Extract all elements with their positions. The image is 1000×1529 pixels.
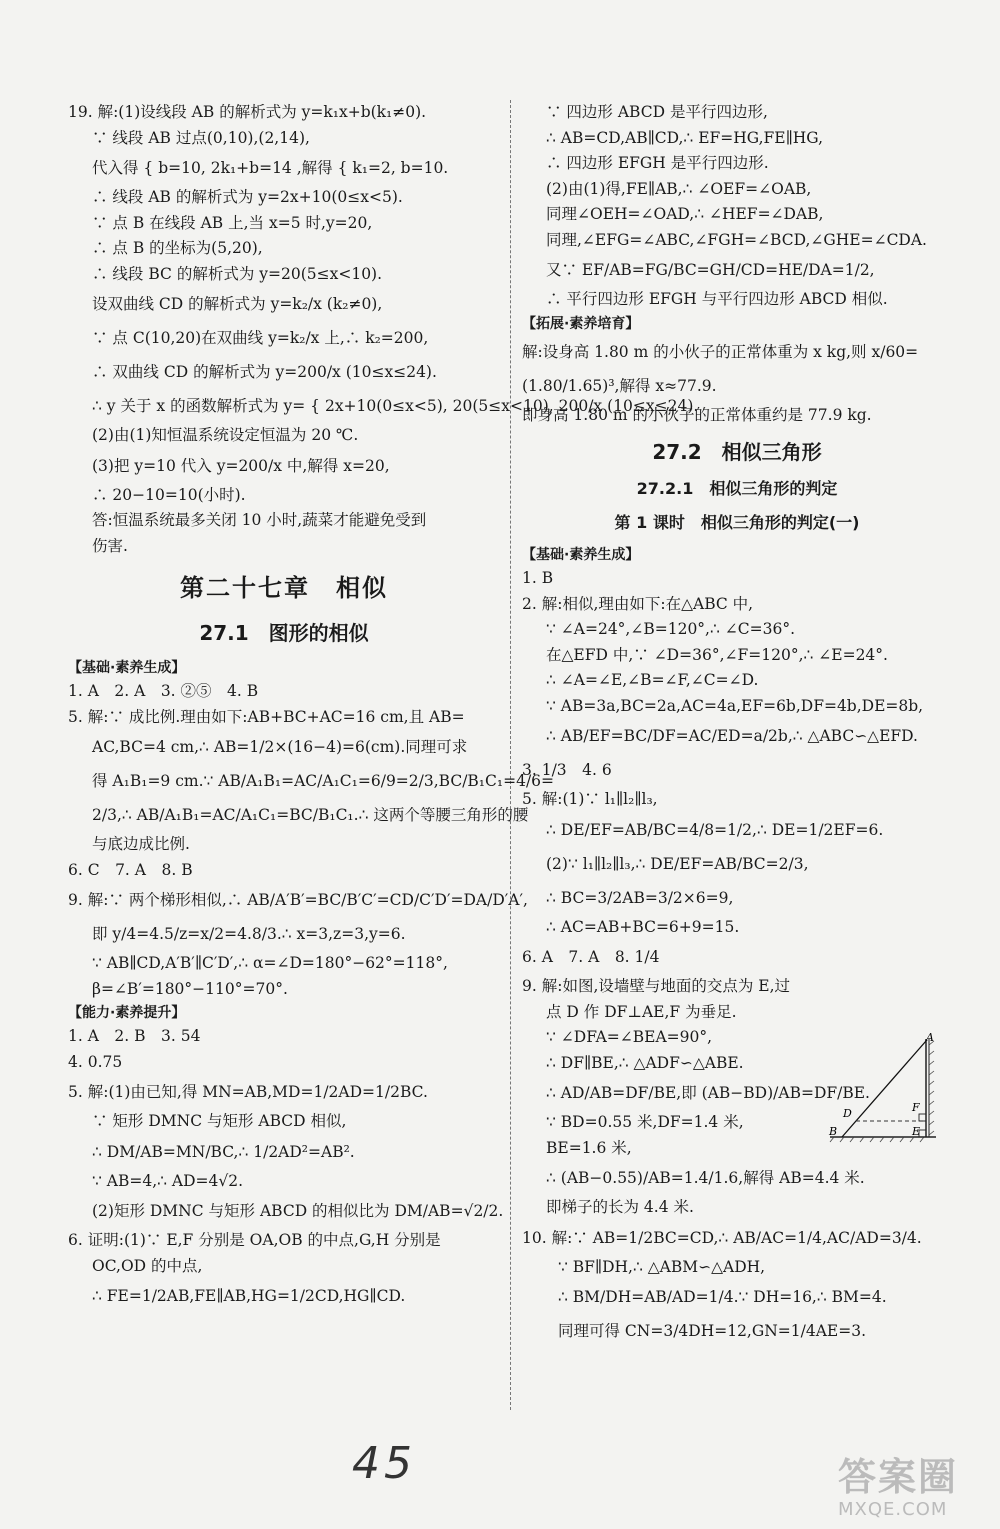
text-line: (2)由(1)得,FE∥AB,∴ ∠OEF=∠OAB,	[546, 179, 812, 198]
text-line: ∵ 点 C(10,20)在双曲线 y=k₂/x 上,∴ k₂=200,	[92, 329, 429, 347]
text-line: 即身高 1.80 m 的小伙子的正常体重约是 77.9 kg.	[522, 405, 872, 424]
section-27-1-ability-answers	[68, 1024, 504, 1313]
text-line: ∴ 点 B 的坐标为(5,20),	[92, 239, 263, 257]
figure-label-a: A	[926, 1031, 934, 1044]
text-line: ∴ AD/AB=DF/BE,即 (AB−BD)/AB=DF/BE.	[546, 1084, 870, 1102]
text-line: ∴ (AB−0.55)/AB=1.4/1.6,解得 AB=4.4 米.	[546, 1169, 865, 1187]
text-line: 即梯子的长为 4.4 米.	[546, 1198, 694, 1216]
text-line: 伤害.	[92, 536, 128, 555]
subsection-27-2-1-title: 27.2.1 相似三角形的判定	[636, 479, 838, 498]
text-line: 又∵ EF/AB=FG/BC=GH/CD=HE/DA=1/2,	[546, 261, 875, 279]
text-line: ∴ 平行四边形 EFGH 与平行四边形 ABCD 相似.	[546, 290, 888, 308]
text-line: 3. 1/3 4. 6	[522, 761, 612, 779]
text-line: ∵ 矩形 DMNC 与矩形 ABCD 相似,	[92, 1112, 347, 1130]
text-line: ∴ 四边形 EFGH 是平行四边形.	[546, 154, 769, 172]
figure-label-f: F	[912, 1101, 920, 1114]
basic-tag-2: 【基础·素养生成】	[522, 547, 640, 563]
text-line: (2)由(1)知恒温系统设定恒温为 20 ℃.	[92, 426, 359, 444]
text-line: 同理,∠EFG=∠ABC,∠FGH=∠BCD,∠GHE=∠CDA.	[546, 230, 927, 249]
column-divider	[510, 100, 511, 1410]
text-line: 答:恒温系统最多关闭 10 小时,蔬菜才能避免受到	[92, 511, 427, 529]
text-line: 同理∠OEH=∠OAD,∴ ∠HEF=∠DAB,	[546, 205, 824, 223]
basic-tag: 【基础·素养生成】	[68, 660, 186, 676]
text-line: ∵ AB∥CD,A′B′∥C′D′,∴ α=∠D=180°−62°=118°,	[92, 954, 448, 972]
text-line: 即 y/4=4.5/z=x/2=4.8/3.∴ x=3,z=3,y=6.	[92, 925, 406, 943]
section-27-1-title: 27.1 图形的相似	[199, 621, 369, 645]
watermark-url: MXQE.COM	[838, 1499, 948, 1520]
text-line: 与底边成比例.	[92, 835, 190, 853]
figure-label-e: E	[912, 1125, 921, 1138]
text-line: 2/3,∴ AB/A₁B₁=AC/A₁C₁=BC/B₁C₁.∴ 这两个等腰三角形的腰	[92, 806, 529, 824]
text-line: 9. 解:∵ 两个梯形相似,∴ AB/A′B′=BC/B′C′=CD/C′D′=DA/D′A′,	[68, 891, 528, 909]
text-line: ∴ 线段 AB 的解析式为 y=2x+10(0≤x<5).	[92, 188, 403, 206]
text-line: ∴ AC=AB+BC=6+9=15.	[546, 917, 740, 936]
text-line: ∴ y 关于 x 的函数解析式为 y= { 2x+10(0≤x<5), 20(5≤x<10), 200/x (10≤x≤24).	[92, 397, 699, 415]
text-line: 1. B	[522, 569, 554, 587]
text-line: ∴ 双曲线 CD 的解析式为 y=200/x (10≤x≤24).	[92, 363, 437, 381]
figure-label-b: B	[829, 1125, 838, 1138]
text-line: 1. A 2. B 3. 54	[68, 1027, 201, 1045]
text-line: 5. 解:∵ 成比例.理由如下:AB+BC+AC=16 cm,且 AB=	[68, 707, 465, 726]
text-line: 解:设身高 1.80 m 的小伙子的正常体重为 x kg,则 x/60=	[522, 342, 919, 361]
text-line: β=∠B′=180°−110°=70°.	[92, 979, 288, 998]
text-line: (2)矩形 DMNC 与矩形 ABCD 的相似比为 DM/AB=√2/2.	[92, 1202, 504, 1220]
text-line: 6. A 7. A 8. 1/4	[522, 948, 660, 966]
text-line: (1.80/1.65)³,解得 x≈77.9.	[522, 376, 717, 395]
text-line: ∵ AB=4,∴ AD=4√2.	[92, 1171, 244, 1190]
text-line: ∴ FE=1/2AB,FE∥AB,HG=1/2CD,HG∥CD.	[92, 1287, 406, 1305]
text-line: ∵ BF∥DH,∴ △ABM∽△ADH,	[558, 1257, 766, 1276]
figure-label-d: D	[843, 1107, 852, 1120]
text-line: ∴ DM/AB=MN/BC,∴ 1/2AD²=AB².	[92, 1142, 355, 1161]
section-27-2-answers	[522, 566, 952, 1348]
text-line: ∵ 四边形 ABCD 是平行四边形,	[546, 103, 768, 121]
text-line: 9. 解:如图,设墙壁与地面的交点为 E,过	[522, 977, 791, 995]
text-line: 设双曲线 CD 的解析式为 y=k₂/x (k₂≠0),	[92, 295, 383, 313]
text-line: BE=1.6 米,	[546, 1138, 632, 1157]
text-line: 2. 解:相似,理由如下:在△ABC 中,	[522, 594, 754, 613]
text-line: OC,OD 的中点,	[92, 1256, 203, 1275]
section-27-1-basic-answers	[68, 679, 555, 1002]
text-line: ∴ BM/DH=AB/AD=1/4.∵ DH=16,∴ BM=4.	[558, 1288, 887, 1306]
section-27-2-title: 27.2 相似三角形	[652, 440, 822, 464]
watermark-logo-text: 答案圈	[838, 1455, 959, 1499]
watermark	[838, 1455, 988, 1525]
chapter-title: 第二十七章 相似	[180, 574, 388, 602]
text-line: ∴ BC=3/2AB=3/2×6=9,	[546, 888, 734, 907]
text-line: ∴ 20−10=10(小时).	[92, 485, 246, 504]
text-line: ∵ 点 B 在线段 AB 上,当 x=5 时,y=20,	[92, 213, 373, 232]
text-line: 6. C 7. A 8. B	[68, 860, 193, 879]
text-line: (2)∵ l₁∥l₂∥l₃,∴ DE/EF=AB/BC=2/3,	[546, 854, 809, 873]
text-line: 得 A₁B₁=9 cm.∵ AB/A₁B₁=AC/A₁C₁=6/9=2/3,BC/B₁C₁=4/6=	[92, 772, 555, 790]
text-line: ∴ AB/EF=BC/DF=AC/ED=a/2b,∴ △ABC∽△EFD.	[546, 727, 918, 745]
text-line: ∴ DF∥BE,∴ △ADF∽△ABE.	[546, 1053, 744, 1072]
text-line: ∴ 线段 BC 的解析式为 y=20(5≤x<10).	[92, 264, 383, 283]
text-line: 10. 解:∵ AB=1/2BC=CD,∴ AB/AC=1/4,AC/AD=3/4.	[522, 1228, 922, 1247]
text-line: 在△EFD 中,∵ ∠D=36°,∠F=120°,∴ ∠E=24°.	[546, 645, 888, 664]
ability-tag: 【能力·素养提升】	[68, 1005, 186, 1021]
text-line: 5. 解:(1)由已知,得 MN=AB,MD=1/2AD=1/2BC.	[68, 1083, 428, 1101]
text-line: 点 D 作 DF⊥AE,F 为垂足.	[546, 1002, 737, 1021]
right-column	[522, 100, 952, 1348]
extension-tag: 【拓展·素养培育】	[522, 315, 640, 332]
text-line: ∴ ∠A=∠E,∠B=∠F,∠C=∠D.	[546, 671, 759, 689]
text-line: 代入得 { b=10, 2k₁+b=14 ,解得 { k₁=2, b=10.	[92, 159, 449, 177]
text-line: ∵ ∠DFA=∠BEA=90°,	[546, 1028, 713, 1046]
text-line: 4. 0.75	[68, 1052, 123, 1071]
text-line: 同理可得 CN=3/4DH=12,GN=1/4AE=3.	[558, 1322, 867, 1340]
page-number: 45	[352, 1438, 416, 1489]
text-line: 19. 解:(1)设线段 AB 的解析式为 y=k₁x+b(k₁≠0).	[68, 103, 427, 121]
text-line: ∵ 线段 AB 过点(0,10),(2,14),	[92, 128, 310, 147]
extension-answer	[522, 335, 952, 429]
lesson-title: 第 1 课时 相似三角形的判定(一)	[614, 513, 860, 532]
text-line: 5. 解:(1)∵ l₁∥l₂∥l₃,	[522, 790, 658, 808]
text-line: AC,BC=4 cm,∴ AB=1/2×(16−4)=6(cm).同理可求	[92, 738, 468, 756]
text-line: ∵ BD=0.55 米,DF=1.4 米,	[546, 1113, 744, 1131]
problem-6-continued	[522, 100, 952, 313]
text-line: ∵ ∠A=24°,∠B=120°,∴ ∠C=36°.	[546, 620, 796, 638]
text-line: ∵ AB=3a,BC=2a,AC=4a,EF=6b,DF=4b,DE=8b,	[546, 696, 924, 715]
text-line: (3)把 y=10 代入 y=200/x 中,解得 x=20,	[92, 456, 390, 475]
text-line: 6. 证明:(1)∵ E,F 分别是 OA,OB 的中点,G,H 分别是	[68, 1231, 441, 1249]
ladder-figure	[826, 1033, 946, 1148]
text-line: ∴ DE/EF=AB/BC=4/8=1/2,∴ DE=1/2EF=6.	[546, 820, 884, 839]
text-line: 1. A 2. A 3. ②⑤ 4. B	[68, 682, 259, 700]
text-line: ∴ AB=CD,AB∥CD,∴ EF=HG,FE∥HG,	[546, 128, 824, 147]
